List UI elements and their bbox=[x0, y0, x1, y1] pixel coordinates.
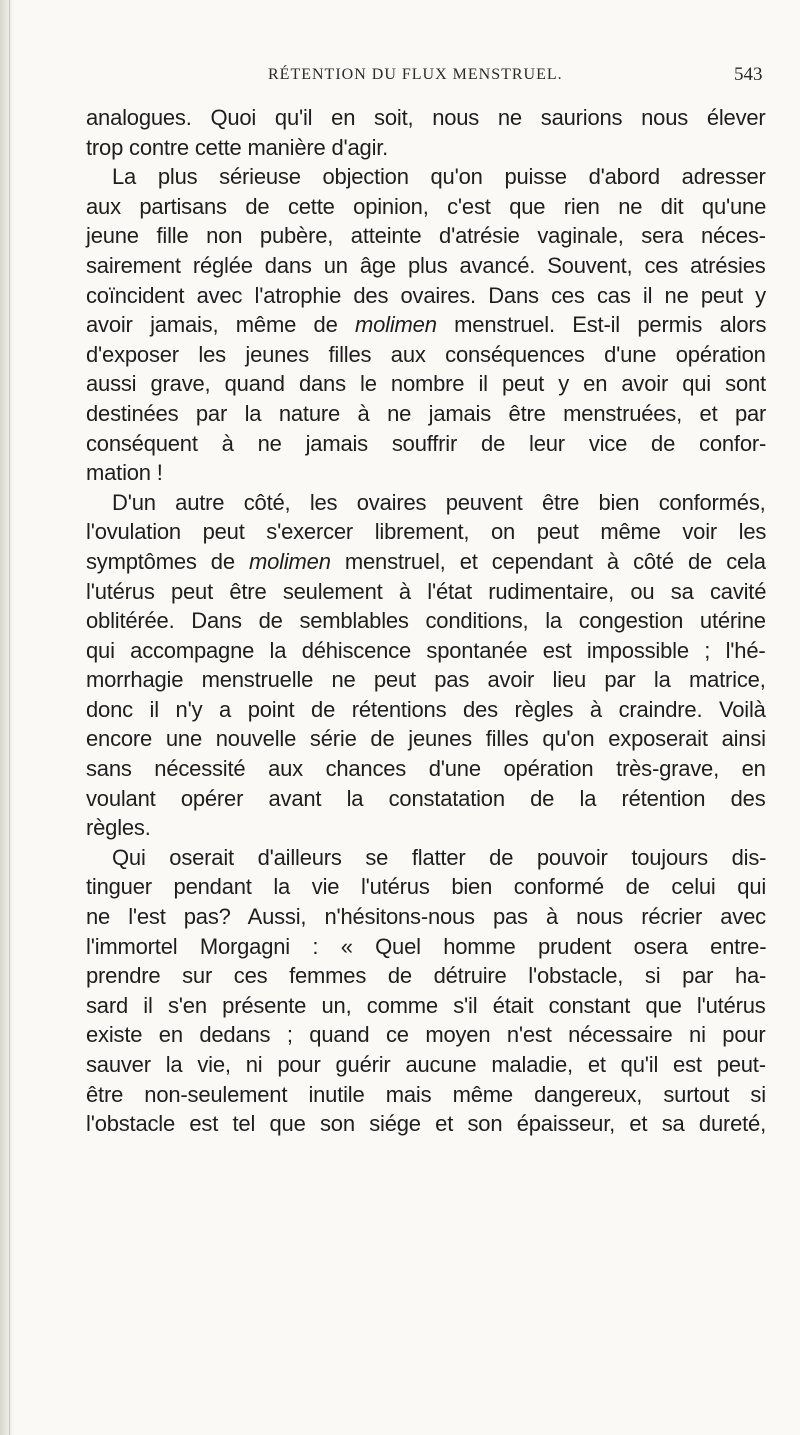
running-title: RÉTENTION DU FLUX MENSTRUEL. bbox=[268, 66, 563, 83]
text-line: oblitérée. Dans de semblables conditions, la congestion utérine bbox=[86, 608, 766, 634]
text-line: symptômes de molimen menstruel, et cependant à côté de cela bbox=[86, 548, 766, 574]
text-line: l'obstacle est tel que son siége et son épaisseur, et sa dureté, bbox=[86, 1111, 767, 1137]
text-line: morrhagie menstruelle ne peut pas avoir lieu par la matrice, bbox=[86, 667, 766, 693]
text-line: Qui oserait d'ailleurs se flatter de pouvoir toujours dis- bbox=[112, 844, 767, 870]
text-line: l'immortel Morgagni : « Quel homme prudent osera entre- bbox=[86, 933, 767, 959]
text-line: avoir jamais, même de molimen menstruel. Est-il permis alors bbox=[86, 312, 767, 338]
text-line: coïncident avec l'atrophie des ovaires. Dans ces cas il ne peut y bbox=[86, 282, 766, 308]
page-header bbox=[0, 66, 800, 90]
page-number: 543 bbox=[734, 64, 763, 85]
text-line: règles. bbox=[86, 815, 151, 841]
page-gutter bbox=[0, 0, 14, 1435]
text-line: sard il s'en présente un, comme s'il était constant que l'utérus bbox=[86, 992, 766, 1018]
text-line: sairement réglée dans un âge plus avancé. Souvent, ces atrésies bbox=[86, 252, 766, 278]
text-line: trop contre cette manière d'agir. bbox=[86, 134, 389, 160]
text-line: être non-seulement inutile mais même dangereux, surtout si bbox=[86, 1081, 766, 1107]
text-line: voulant opérer avant la constatation de la rétention des bbox=[86, 785, 766, 811]
text-line: La plus sérieuse objection qu'on puisse d'abord adresser bbox=[112, 164, 766, 190]
gutter-line bbox=[9, 0, 10, 1435]
text-line: donc il n'y a point de rétentions des règles à craindre. Voilà bbox=[86, 696, 766, 722]
text-line: aux partisans de cette opinion, c'est que rien ne dit qu'une bbox=[86, 193, 767, 219]
text-line: d'exposer les jeunes filles aux conséquences d'une opération bbox=[86, 341, 766, 367]
text-line: conséquent à ne jamais souffrir de leur vice de confor- bbox=[86, 430, 767, 456]
text-line: sauver la vie, ni pour guérir aucune maladie, et qu'il est peut- bbox=[86, 1052, 766, 1077]
text-line: l'utérus peut être seulement à l'état rudimentaire, ou sa cavité bbox=[86, 578, 767, 604]
text-line: jeune fille non pubère, atteinte d'atrésie vaginale, sera néces- bbox=[86, 223, 766, 249]
text-line: aussi grave, quand dans le nombre il peut y en avoir qui sont bbox=[86, 371, 766, 397]
text-line: mation ! bbox=[86, 460, 163, 486]
text-line: existe en dedans ; quand ce moyen n'est nécessaire ni pour bbox=[86, 1022, 766, 1048]
text-line: encore une nouvelle série de jeunes filles qu'on exposerait ainsi bbox=[86, 726, 766, 752]
text-line: prendre sur ces femmes de détruire l'obstacle, si par ha- bbox=[86, 963, 767, 989]
text-line: destinées par la nature à ne jamais être menstruées, et par bbox=[86, 400, 767, 426]
text-line: analogues. Quoi qu'il en soit, nous ne saurions nous élever bbox=[86, 105, 766, 130]
text-line: tinguer pendant la vie l'utérus bien conformé de celui qui bbox=[86, 874, 767, 900]
text-line: qui accompagne la déhiscence spontanée est impossible ; l'hé- bbox=[86, 637, 766, 663]
page-body-text bbox=[86, 103, 766, 1139]
text-line: l'ovulation peut s'exercer librement, on peut même voir les bbox=[86, 519, 767, 545]
text-line: D'un autre côté, les ovaires peuvent être bien conformés, bbox=[112, 489, 766, 515]
text-line: ne l'est pas? Aussi, n'hésitons-nous pas à nous récrier avec bbox=[86, 904, 766, 930]
text-line: sans nécessité aux chances d'une opération très-grave, en bbox=[86, 756, 766, 782]
